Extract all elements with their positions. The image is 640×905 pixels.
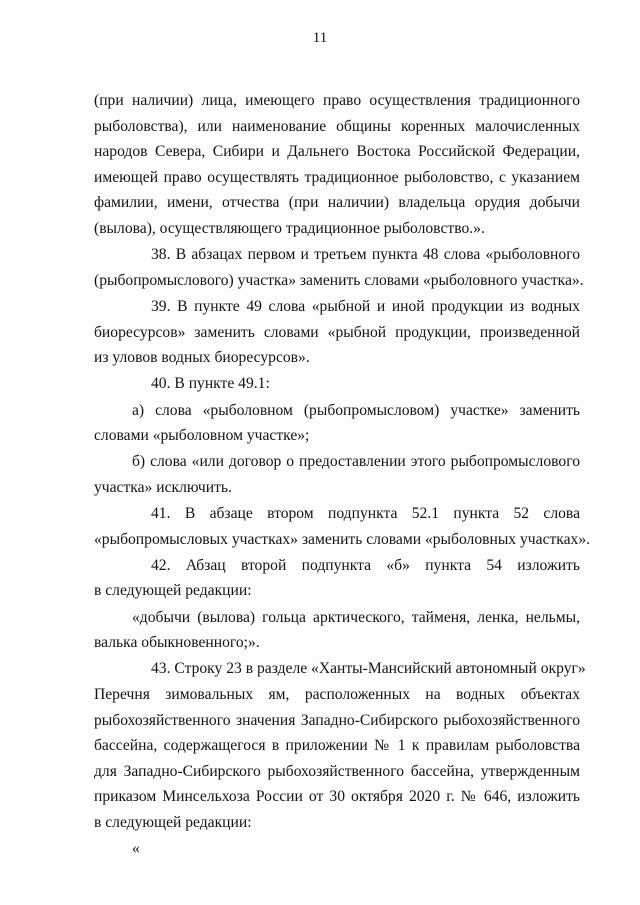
text-line: имеющей право осуществлять традиционное рыболовство, с указанием xyxy=(94,168,580,186)
text-line: 42. Абзац второй подпункта «б» пункта 54 изложить xyxy=(151,556,580,574)
text-line: рыбохозяйственного значения Западно-Сибирского рыбохозяйственного xyxy=(94,711,580,729)
text-line: в следующей редакции: xyxy=(94,582,252,600)
text-line: «добычи (вылова) гольца арктического, тайменя, ленка, нельмы, xyxy=(132,608,580,626)
page-number: 11 xyxy=(312,30,328,46)
text-line: участка» исключить. xyxy=(94,478,232,496)
text-line: бассейна, содержащегося в приложении № 1 к правилам рыболовства xyxy=(94,737,580,755)
text-line: (вылова), осуществляющего традиционное рыболовство.». xyxy=(94,219,485,237)
text-line: б) слова «или договор о предоставлении этого рыбопромыслового xyxy=(132,453,580,471)
text-line: фамилии, имени, отчества (при наличии) владельца орудия добычи xyxy=(94,194,580,212)
text-line: из уловов водных биоресурсов». xyxy=(94,349,310,367)
text-line: в следующей редакции: xyxy=(94,813,252,831)
text-line: Перечня зимовальных ям, расположенных на водных объектах xyxy=(94,686,580,703)
text-line: 39. В пункте 49 слова «рыбной и иной продукции из водных xyxy=(151,297,580,315)
document-body xyxy=(94,88,591,862)
text-line: словами «рыболовном участке»; xyxy=(94,427,310,445)
text-line: (при наличии) лица, имеющего право осуществления традиционного xyxy=(94,92,580,109)
text-line: биоресурсов» заменить словами «рыбной продукции, произведенной xyxy=(94,323,580,341)
text-line: для Западно-Сибирского рыбохозяйственного бассейна, утвержденным xyxy=(94,762,580,780)
text-line: (рыбопромыслового) участка» заменить словами «рыболовного участка». xyxy=(94,271,584,289)
text-line: народов Севера, Сибири и Дальнего Востока Российской Федерации, xyxy=(94,143,580,161)
text-line: валька обыкновенного;». xyxy=(94,634,260,652)
text-line: а) слова «рыболовном (рыбопромысловом) участке» заменить xyxy=(132,401,580,419)
text-line: «рыбопромысловых участках» заменить словами «рыболовных участках». xyxy=(94,530,591,548)
text-line: « xyxy=(132,840,140,858)
text-line: приказом Минсельхоза России от 30 октября 2020 г. № 646, изложить xyxy=(94,788,580,806)
text-line: 43. Строку 23 в разделе «Ханты-Мансийский автономный округ» xyxy=(151,660,586,678)
text-line: рыболовства), или наименование общины коренных малочисленных xyxy=(94,117,580,135)
text-line: 41. В абзаце втором подпункта 52.1 пункта 52 слова xyxy=(151,505,580,523)
text-line: 40. В пункте 49.1: xyxy=(151,375,270,393)
text-line: 38. В абзацах первом и третьем пункта 48 слова «рыболовного xyxy=(151,246,580,264)
